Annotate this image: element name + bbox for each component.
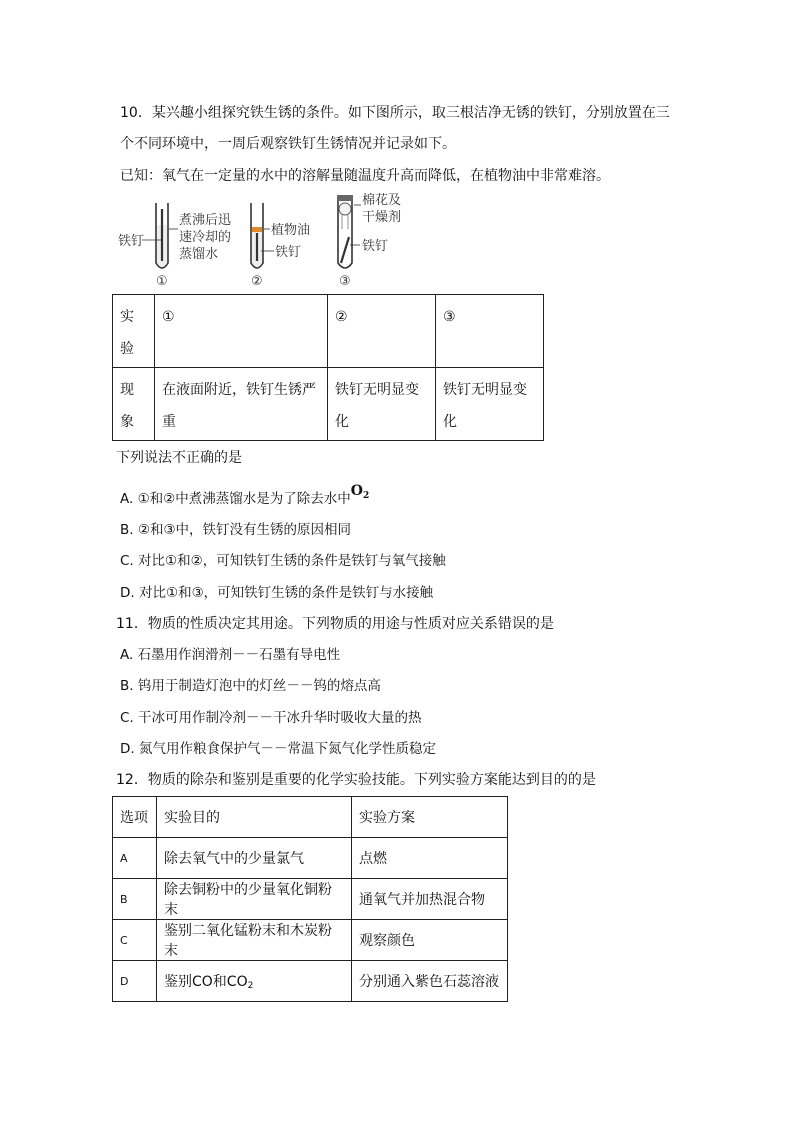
fig-label-water-2: 速冷却的 — [179, 230, 232, 245]
fig-label-nail-3: 铁钉 — [362, 239, 389, 254]
q11-option-d[interactable]: D. 氮气用作粮食保护气－－常温下氮气化学性质稳定 — [120, 741, 436, 757]
q11-option-c[interactable]: C. 干冰可用作制冷剂－－干冰升华时吸收大量的热 — [120, 710, 422, 726]
q10-known-condition: 已知：氧气在一定量的水中的溶解量随温度升高而降低，在植物油中非常难溶。 — [120, 168, 610, 184]
table-cell: C — [113, 920, 157, 961]
q11-option-a[interactable]: A. 石墨用作润滑剂－－石墨有导电性 — [120, 647, 341, 663]
test-tube-figure — [118, 193, 418, 291]
fig-number-1: ① — [156, 274, 168, 289]
fig-label-nail-2: 铁钉 — [275, 245, 302, 260]
table-cell: 铁钉无明显变 化 — [436, 368, 544, 441]
table-cell: 鉴别二氧化锰粉末和木炭粉末 — [157, 920, 352, 961]
table-cell: ① — [155, 295, 328, 368]
table-header-cell: 实验目的 — [157, 797, 352, 838]
fig-number-2: ② — [251, 274, 263, 289]
fig-label-water-1: 煮沸后迅 — [179, 213, 232, 228]
table-cell: B — [113, 879, 157, 920]
q10-question: 下列说法不正确的是 — [116, 450, 242, 466]
q11-stem: 11．物质的性质决定其用途。下列物质的用途与性质对应关系错误的是 — [116, 616, 554, 632]
table-row — [113, 368, 544, 441]
table-header-cell: 实验方案 — [352, 797, 508, 838]
table-cell: 通氧气并加热混合物 — [352, 879, 508, 920]
q12-options-table — [112, 796, 508, 1002]
table-cell: A — [113, 838, 157, 879]
experiment-result-table — [112, 294, 544, 441]
fig-label-oil: 植物油 — [271, 223, 311, 238]
table-cell: 除去氧气中的少量氯气 — [157, 838, 352, 879]
table-header-cell: 选项 — [113, 797, 157, 838]
table-cell: ② — [328, 295, 436, 368]
table-row — [113, 295, 544, 368]
q10-option-d[interactable]: D. 对比①和③，可知铁钉生锈的条件是铁钉与水接触 — [120, 585, 434, 601]
table-cell: 点燃 — [352, 838, 508, 879]
table-cell: 现 象 — [113, 368, 155, 441]
q10-stem-line1: 10．某兴趣小组探究铁生锈的条件。如下图所示，取三根洁净无锈的铁钉，分别放置在三 — [120, 105, 670, 121]
table-cell: 分别通入紫色石蕊溶液 — [352, 961, 508, 1002]
fig-label-cotton-1: 棉花及 — [362, 193, 402, 208]
fig-label-cotton-2: 干燥剂 — [362, 210, 402, 225]
table-cell: 除去铜粉中的少量氧化铜粉末 — [157, 879, 352, 920]
table-cell: 鉴别CO和$CO_2$ — [157, 961, 352, 1002]
table-cell: 在液面附近，铁钉生锈严 重 — [155, 368, 328, 441]
table-row — [113, 879, 508, 920]
table-header-row — [113, 797, 508, 838]
q11-option-b[interactable]: B. 钨用于制造灯泡中的灯丝－－钨的熔点高 — [120, 678, 381, 694]
table-cell: D — [113, 961, 157, 1002]
table-cell: 观察颜色 — [352, 920, 508, 961]
table-row — [113, 961, 508, 1002]
table-cell: ③ — [436, 295, 544, 368]
q10-stem-line2: 个不同环境中，一周后观察铁钉生锈情况并记录如下。 — [120, 136, 456, 152]
fig-number-3: ③ — [339, 274, 351, 289]
table-row — [113, 838, 508, 879]
fig-label-water-3: 蒸馏水 — [179, 247, 219, 262]
q12-stem: 12．物质的除杂和鉴别是重要的化学实验技能。下列实验方案能达到目的的是 — [116, 772, 596, 788]
table-cell: 铁钉无明显变 化 — [328, 368, 436, 441]
q10-option-c[interactable]: C. 对比①和②，可知铁钉生锈的条件是铁钉与氧气接触 — [120, 553, 446, 569]
table-cell: 实 验 — [113, 295, 155, 368]
test-tube-1-icon — [142, 203, 178, 268]
q10-option-a[interactable]: A. ①和②中煮沸蒸馏水是为了除去水中$O_2$ — [120, 483, 370, 507]
q10-option-b[interactable]: B. ②和③中，铁钉没有生锈的原因相同 — [120, 522, 352, 538]
test-tube-3-icon — [337, 195, 361, 268]
table-row — [113, 920, 508, 961]
fig-label-nail-1: 铁钉 — [118, 234, 145, 249]
